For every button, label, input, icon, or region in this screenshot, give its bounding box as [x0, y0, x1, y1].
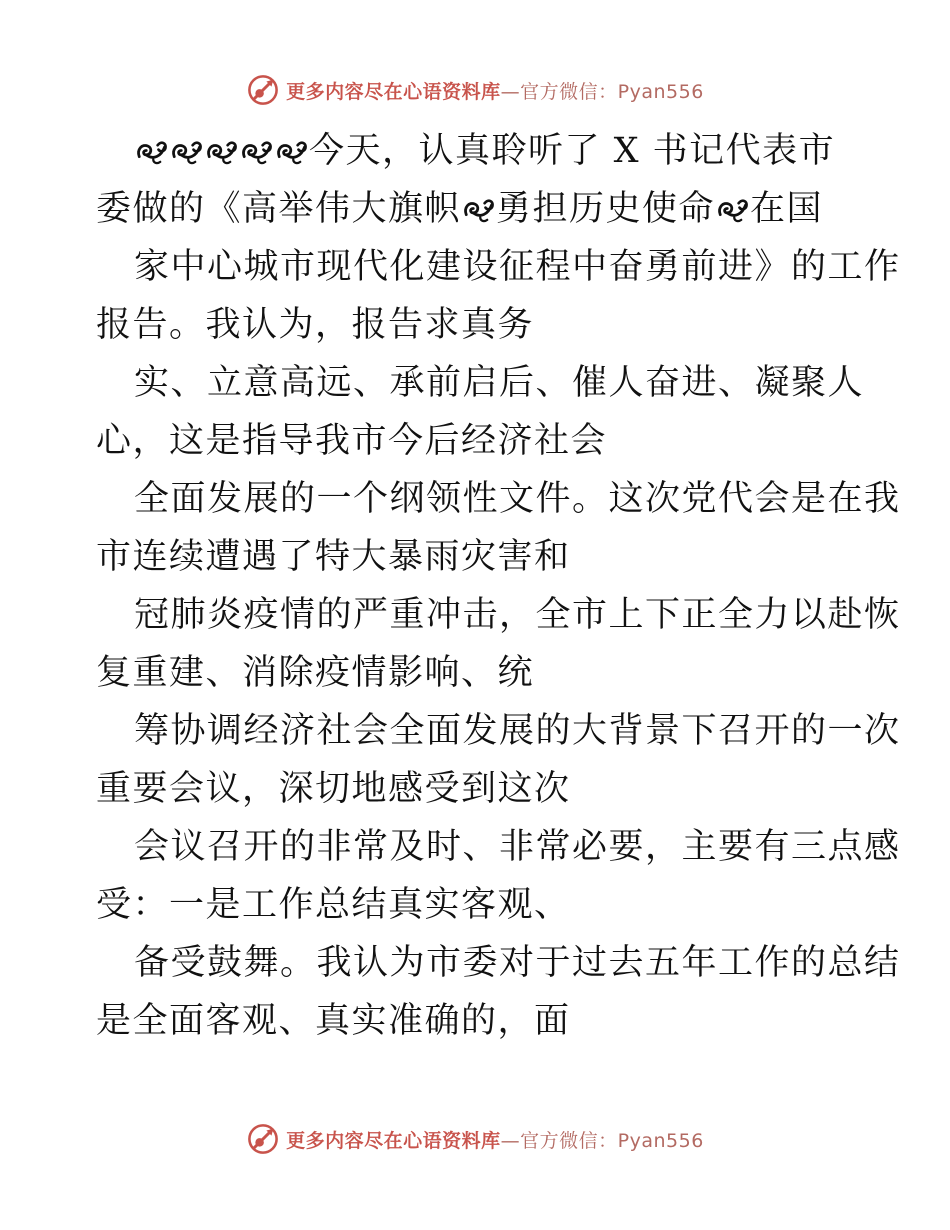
ornament-icon: [274, 133, 309, 168]
pen-logo-icon: [246, 73, 280, 107]
document-body: [96, 122, 901, 1050]
text-line: 筹协调经济社会全面发展的大背景下召开的一次: [134, 711, 901, 751]
ornament-icon: [239, 133, 274, 168]
text-line: 实、立意高远、承前启后、催人奋进、凝聚人: [134, 363, 865, 403]
text-line: 家中心城市现代化建设征程中奋勇前进》的工作: [134, 247, 901, 287]
text-line: [96, 122, 866, 180]
ornament-icon: [169, 133, 204, 168]
banner-wechat: —官方微信：Pyan556: [500, 1129, 704, 1152]
ornament-icon: [461, 191, 496, 226]
banner-highlight: 更多内容尽在心语资料库: [286, 1129, 501, 1152]
ornament-icon: [715, 191, 750, 226]
text-line: 是全面客观、真实准确的，面: [96, 1001, 571, 1041]
line-text: 今天，认真聆听了 X 书记代表市: [309, 131, 836, 171]
text-line: 冠肺炎疫情的严重冲击，全市上下正全力以赴恢: [134, 595, 901, 635]
text-line: 会议召开的非常及时、非常必要，主要有三点感: [134, 827, 901, 867]
banner-highlight: 更多内容尽在心语资料库: [286, 80, 501, 103]
banner-wechat: —官方微信：Pyan556: [500, 80, 704, 103]
banner-text: [286, 1126, 704, 1153]
banner-text: [286, 77, 704, 104]
text-line: 市连续遭遇了特大暴雨灾害和: [96, 537, 571, 577]
text-line: [96, 180, 866, 238]
text-line: 受：一是工作总结真实客观、: [96, 885, 571, 925]
text-line: 心，这是指导我市今后经济社会: [96, 421, 608, 461]
text-line: 复重建、消除疫情影响、统: [96, 653, 535, 693]
footer-banner: [0, 1119, 950, 1159]
text-line: 备受鼓舞。我认为市委对于过去五年工作的总结: [134, 943, 901, 983]
text-line: 全面发展的一个纲领性文件。这次党代会是在我: [134, 479, 901, 519]
text-line: 报告。我认为，报告求真务: [96, 305, 535, 345]
ornament-icon: [134, 133, 169, 168]
line-text: 勇担历史使命: [496, 189, 716, 229]
line-text: 在国: [750, 189, 824, 229]
header-banner: [0, 70, 950, 110]
line-text: 委做的《高举伟大旗帜: [96, 189, 462, 229]
text-line: 重要会议，深切地感受到这次: [96, 769, 571, 809]
ornament-icon: [204, 133, 239, 168]
pen-logo-icon: [246, 1122, 280, 1156]
